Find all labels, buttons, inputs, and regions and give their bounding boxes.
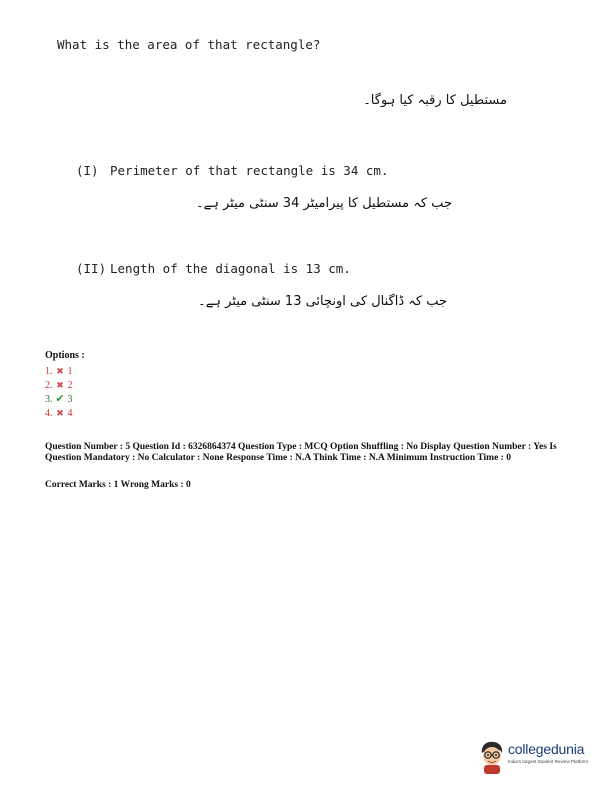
marks-info: Correct Marks : 1 Wrong Marks : 0 — [45, 480, 191, 490]
option-3 — [45, 392, 85, 406]
option-1-value: 1 — [67, 366, 73, 377]
statement-2 — [76, 261, 351, 276]
logo-brand-name: collegedunia — [508, 741, 585, 757]
statement-2-urdu: جب کہ ڈاگنال کی اونچائی 13 سنٹی میٹر ہے۔ — [198, 294, 447, 309]
question-text: What is the area of that rectangle? — [57, 37, 321, 52]
statement-1-label: (I) — [76, 163, 99, 178]
statement-1-text: Perimeter of that rectangle is 34 cm. — [110, 163, 389, 178]
question-metadata: Question Number : 5 Question Id : 6326864374 Question Type : MCQ Option Shuffling : No Display Question Number : Yes Is Question Mandatory : No Calculator : None Response Time : N.A Think Time : N.A Minimum Instruction Time : 0 — [45, 442, 557, 463]
statement-1 — [76, 163, 388, 178]
options-block — [45, 350, 85, 420]
logo-tagline: India's largest Student Review Platform — [508, 759, 589, 764]
option-2-number: 2. — [45, 380, 53, 391]
cross-icon: ✖ — [56, 380, 64, 390]
option-2-value: 2 — [67, 380, 73, 391]
statement-2-label: (II) — [76, 261, 107, 276]
cross-icon: ✖ — [56, 408, 64, 418]
check-icon: ✔ — [55, 393, 65, 405]
statement-1-urdu: جب کہ مستطیل کا پیرامیٹر 34 سنٹی میٹر ہے۔ — [195, 196, 452, 211]
option-1-number: 1. — [45, 366, 53, 377]
option-4-value: 4 — [67, 408, 73, 419]
student-mascot-icon — [478, 739, 506, 775]
option-4 — [45, 406, 85, 420]
option-2 — [45, 378, 85, 392]
statement-2-text: Length of the diagonal is 13 cm. — [110, 261, 351, 276]
question-text-urdu: مستطیل کا رقبہ کیا ہوگا۔ — [363, 93, 507, 108]
option-4-number: 4. — [45, 408, 53, 419]
option-3-value: 3 — [67, 394, 73, 405]
option-1 — [45, 364, 85, 378]
collegedunia-logo — [478, 737, 608, 777]
cross-icon: ✖ — [56, 366, 64, 376]
options-heading: Options : — [45, 350, 85, 361]
option-3-number: 3. — [45, 394, 53, 405]
